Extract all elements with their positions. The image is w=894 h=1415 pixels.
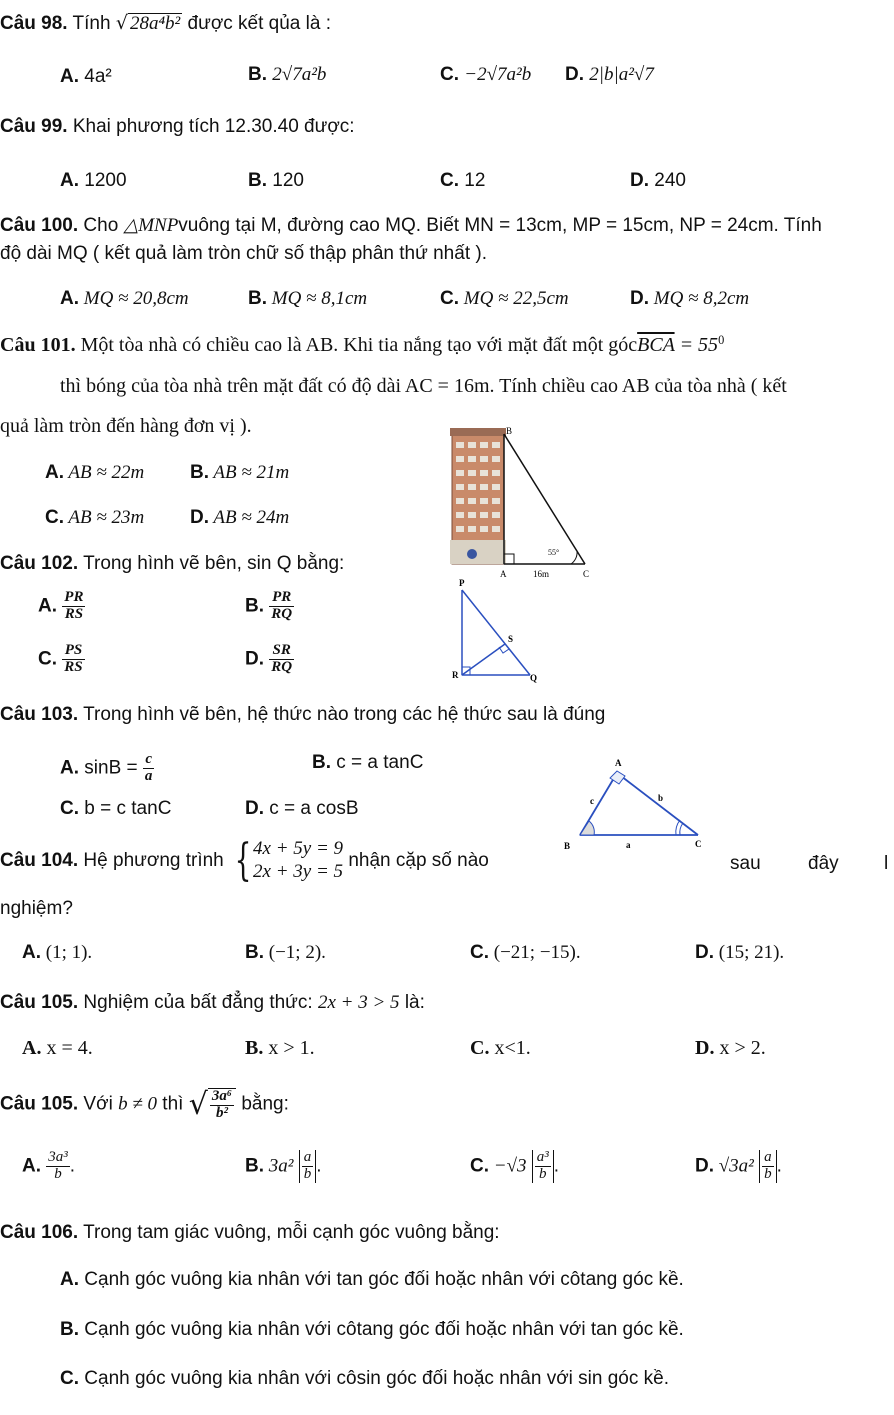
q100-option-b[interactable]: B. MQ ≈ 8,1cm	[248, 288, 368, 309]
label-b: B	[506, 426, 513, 436]
building-roof	[450, 428, 506, 436]
q102-option-b[interactable]: B. $\frac{PR}{RQ}$	[245, 589, 293, 622]
altitude-rs	[462, 644, 505, 675]
q104-option-d[interactable]: D. (15; 21).	[695, 942, 785, 963]
q99-option-d[interactable]: D. 240	[630, 170, 686, 191]
q106-option-b[interactable]: B. Cạnh góc vuông kia nhân với côtang góc đối hoặc nhân với tan góc kề.	[60, 1319, 684, 1340]
building-base	[450, 540, 506, 564]
equation-system: 4x + 5y = 9 2x + 3y = 5	[253, 838, 344, 882]
q104-text-l: l	[884, 853, 889, 874]
q102-stem: Câu 102. Trong hình vẽ bên, sin Q bằng:	[0, 553, 345, 574]
label-c: C	[695, 839, 702, 849]
triangle-abc-figure	[560, 755, 710, 851]
q99-option-b[interactable]: B. 120	[248, 170, 304, 191]
q98-stem: Câu 98. Tính √ 28a⁴b² được kết qủa là :	[0, 12, 332, 34]
q104-option-c[interactable]: C. (−21; −15).	[470, 942, 581, 963]
label-q: Q	[530, 673, 538, 683]
q105b-option-b[interactable]: B. 3a² $\frac{a}{b}$ .	[245, 1149, 322, 1182]
q105a-option-c[interactable]: C. x<1.	[470, 1037, 531, 1059]
q99-option-a[interactable]: A. 1200	[60, 170, 127, 191]
q104-option-b[interactable]: B. (−1; 2).	[245, 942, 326, 963]
label-b: B	[564, 841, 571, 851]
q103-option-c[interactable]: C. b = c tanC	[60, 798, 172, 819]
q98-option-a[interactable]: A. 4a²	[60, 66, 112, 87]
q105b-option-a[interactable]: A. $\frac{\text{3a³}}{b}$ .	[22, 1149, 76, 1182]
label-side-b: b	[658, 793, 664, 803]
angle-c-arc-1	[680, 823, 683, 835]
q101-option-c[interactable]: C. AB ≈ 23m	[45, 507, 145, 528]
q106-option-a[interactable]: A. Cạnh góc vuông kia nhân với tan góc đối hoặc nhân với côtang góc kề.	[60, 1269, 684, 1290]
side-b	[617, 773, 698, 835]
q103-stem: Câu 103. Trong hình vẽ bên, hệ thức nào trong các hệ thức sau là đúng	[0, 704, 606, 725]
q106-stem: Câu 106. Trong tam giác vuông, mỗi cạnh góc vuông bằng:	[0, 1222, 500, 1243]
q103-option-b[interactable]: B. c = a tanC	[312, 752, 424, 773]
q104-option-a[interactable]: A. (1; 1).	[22, 942, 93, 963]
q100-option-a[interactable]: A. MQ ≈ 20,8cm	[60, 288, 189, 309]
building-figure	[440, 422, 600, 584]
q103-option-d[interactable]: D. c = a cosB	[245, 798, 359, 819]
q105a-stem: Câu 105. Nghiệm của bất đẳng thức: 2x + 3 > 5 là:	[0, 992, 425, 1013]
sqrt-symbol: √	[188, 1087, 208, 1122]
q104-stem-1: Câu 104. Hệ phương trình { 4x + 5y = 9 2x + 3y = 5 nhận cặp số nào	[0, 834, 489, 886]
q105b-option-c[interactable]: C. −√3 $\frac{\text{a³}}{b}$ .	[470, 1149, 560, 1182]
q105a-option-a[interactable]: A. x = 4.	[22, 1037, 93, 1059]
triangle-prq-figure	[450, 575, 540, 685]
q98-option-c[interactable]: C. −2√7a²b	[440, 64, 532, 85]
q101-stem-1: Câu 101. Một tòa nhà có chiều cao là AB. Khi tia nắng tạo với mặt đất một $góc\overline{BCA} = 55^0$	[0, 333, 725, 356]
q100-option-c[interactable]: C. MQ ≈ 22,5cm	[440, 288, 569, 309]
label-c: C	[583, 569, 590, 579]
q101-stem-2: thì bóng của tòa nhà trên mặt đất có độ dài AC = 16m. Tính chiều cao AB của tòa nhà ( kết	[60, 375, 787, 397]
q105a-option-b[interactable]: B. x > 1.	[245, 1037, 315, 1059]
angle-arc	[571, 551, 577, 564]
q105b-stem: Câu 105. Với b ≠ 0 thì √ $\frac{\text{3a⁶}}{\text{b²}}$ bằng:	[0, 1087, 289, 1122]
q104-text-day: đây	[808, 853, 839, 874]
side-pq	[462, 590, 530, 675]
q102-option-d[interactable]: D. $\frac{SR}{RQ}$	[245, 642, 293, 675]
q104-text-sau: sau	[730, 853, 761, 874]
q99-option-c[interactable]: C. 12	[440, 170, 486, 191]
q100-stem-2: độ dài MQ ( kết quả làm tròn chữ số thập phân thứ nhất ).	[0, 243, 487, 264]
sqrt-symbol: √	[115, 12, 128, 34]
label-r: R	[452, 670, 459, 680]
q101-option-b[interactable]: B. AB ≈ 21m	[190, 462, 290, 483]
label-side-c: c	[590, 796, 594, 806]
q100-stem-1: Câu 100. Cho △MNPvuông tại M, đường cao MQ. Biết MN = 13cm, MP = 15cm, NP = 24cm. Tính	[0, 215, 822, 236]
q98-option-b[interactable]: B. 2√7a²b	[248, 64, 327, 85]
q106-option-c[interactable]: C. Cạnh góc vuông kia nhân với côsin góc đối hoặc nhân với sin góc kề.	[60, 1368, 670, 1389]
q105b-option-d[interactable]: D. √3a² $\frac{a}{b}$ .	[695, 1149, 782, 1182]
label-s: S	[508, 634, 514, 644]
label-side-a: a	[626, 840, 631, 850]
q103-option-a[interactable]: A. sinB = $\frac{c}{a}$	[60, 751, 153, 784]
label-a: A	[615, 758, 622, 768]
q101-option-d[interactable]: D. AB ≈ 24m	[190, 507, 290, 528]
q98-label: Câu 98.	[0, 13, 68, 34]
q99-stem: Câu 99. Khai phương tích 12.30.40 được:	[0, 116, 355, 137]
angle-b-mark	[580, 821, 594, 835]
q101-stem-3: quả làm tròn đến hàng đơn vị ).	[0, 415, 252, 437]
system-brace: {	[234, 834, 252, 886]
q100-option-d[interactable]: D. MQ ≈ 8,2cm	[630, 288, 750, 309]
q101-option-a[interactable]: A. AB ≈ 22m	[45, 462, 145, 483]
q98-option-d[interactable]: D. 2|b|a²√7	[565, 64, 654, 85]
q105a-option-d[interactable]: D. x > 2.	[695, 1037, 766, 1059]
q102-option-a[interactable]: A. $\frac{PR}{RS}$	[38, 589, 84, 622]
building-door	[467, 549, 477, 559]
label-a: A	[500, 569, 507, 579]
label-p: P	[459, 578, 465, 588]
label-length: 16m	[533, 569, 550, 579]
q98-radicand: 28a⁴b²	[129, 13, 181, 34]
q104-stem-2: nghiệm?	[0, 898, 73, 919]
label-angle: 55°	[548, 548, 560, 557]
sun-ray-line	[504, 434, 585, 564]
q102-option-c[interactable]: C. $\frac{PS}{RS}$	[38, 642, 83, 675]
